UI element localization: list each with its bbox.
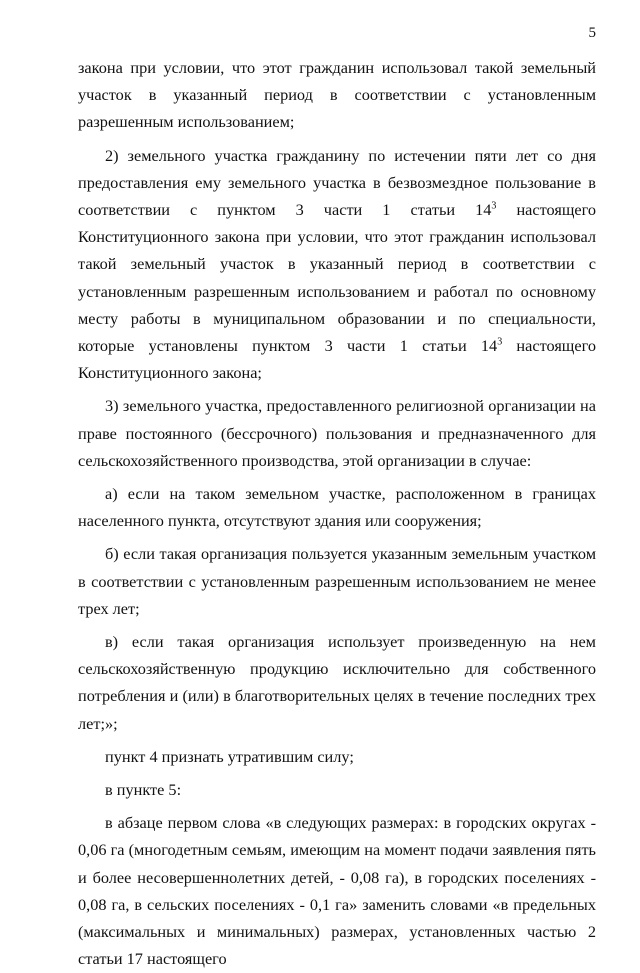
- paragraph-subitem-b: б) если такая организация пользуется указанным земельным участком в соответствии с установленным разрешенным использованием не менее трех лет;: [78, 544, 596, 618]
- paragraph-item-2-text-middle: настоящего Конституционного закона при условии, что этот гражданин использовал такой земельный участок в указанный период в соответствии с установленным разрешенным использованием и работал по основному месту работы в муниципальном образовании и по специальности, которые установлены пунктом 3 части 1 статьи 14: [78, 200, 597, 356]
- paragraph-item-2: [78, 142, 596, 387]
- paragraph-first-abzac: в абзаце первом слова «в следующих размерах: в городских округах - 0,06 га (многодетным семьям, имеющим на момент подачи заявления пять и более несовершеннолетних детей, - 0,08 га), в городских поселениях - 0,08 га, в сельских поселениях - 0,1 га» заменить словами «в предельных (максимальных и минимальных) размерах, установленных частью 2 статьи 17 настоящего: [78, 813, 596, 969]
- paragraph-subitem-a: а) если на таком земельном участке, расположенном в границах населенного пункта, отсутствуют здания или сооружения;: [78, 484, 596, 531]
- paragraph-item-5-intro: в пункте 5:: [105, 780, 182, 800]
- page-number: 5: [588, 25, 596, 41]
- paragraph-subitem-v: в) если такая организация использует произведенную на нем сельскохозяйственную продукцию исключительно для собственного потребления и (или) в благотворительных целях в течение последних трех лет;»;: [78, 632, 596, 733]
- paragraph-item-2-text-before: 2) земельного участка гражданину по истечении пяти лет со дня предоставления ему земельного участка в безвозмездное пользование в соответствии с пунктом 3 части 1 статьи 14: [78, 145, 596, 220]
- paragraph-continuation: закона при условии, что этот гражданин использовал такой земельный участок в указанный период в соответствии с установленным разрешенным использованием;: [78, 58, 596, 132]
- superscript: 3: [491, 200, 497, 212]
- paragraph-item-4-repeal: пункт 4 признать утратившим силу;: [105, 746, 354, 766]
- superscript: 3: [497, 336, 503, 348]
- paragraph-item-2-text-after: настоящего Конституционного закона;: [78, 336, 596, 383]
- document-body: [78, 54, 596, 973]
- paragraph-item-3: 3) земельного участка, предоставленного религиозной организации на праве постоянного (бессрочного) пользования и предназначенного для сельскохозяйственного производства, этой организации в случае:: [78, 396, 596, 470]
